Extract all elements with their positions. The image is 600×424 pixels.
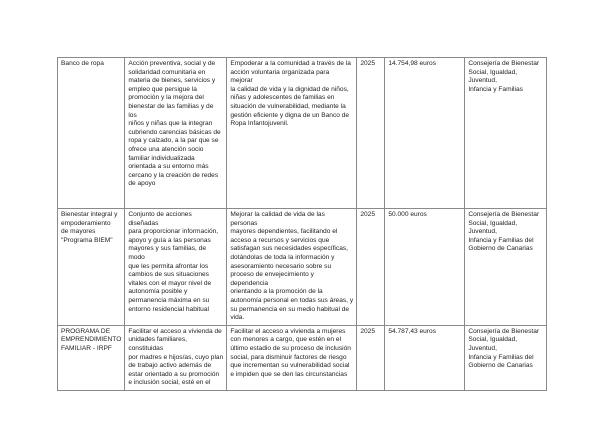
table-row — [58, 58, 547, 209]
program-funder: Consejería de Bienestar Social, Igualdad, Juventud, Infancia y Familias del Gobierno de Canarias — [465, 209, 547, 326]
program-name: PROGRAMA DE EMPRENDIMIENTO FAMILIAR - IRPF — [58, 325, 125, 390]
program-amount: 50.000 euros — [385, 209, 465, 326]
program-year: 2025 — [357, 325, 385, 390]
program-amount: 14.754,98 euros — [385, 58, 465, 209]
table-row — [58, 325, 547, 390]
program-amount: 54.787,43 euros — [385, 325, 465, 390]
program-description: Acción preventiva, social y de solidaridad comunitaria en materia de bienes, servicios y empleo que persigue la promoción y la mejora del bienestar de las familias y de los niños y niñas que la integran cubriendo carencias básicas de ropa y calzado, a la par que se ofrece una atención socio familiar individualizada orientada a su entorno más cercano y la creación de redes de apoyo — [125, 58, 227, 209]
program-description: Conjunto de acciones diseñadas para proporcionar información, apoyo y guía a las personas mayores y sus familias, de modo que les permita afrontar los cambios de sus situaciones vitales con el mayor nivel de autonomía posible y permanencia máxima en su entorno residencial habitual — [125, 209, 227, 326]
program-funder: Consejería de Bienestar Social, Igualdad, Juventud, Infancia y Familias — [465, 58, 547, 209]
programs-table — [57, 57, 547, 391]
program-objective: Empoderar a la comunidad a través de la acción voluntaria organizada para mejorar la calidad de vida y la dignidad de niños, niñas y adolescentes de familias en situación de vulnerabilidad, mediante la gestión eficiente y digna de un Banco de Ropa Infantojuvenil. — [227, 58, 357, 209]
program-year: 2025 — [357, 209, 385, 326]
program-funder: Consejería de Bienestar Social, Igualdad, Juventud, Infancia y Familias del Gobierno de Canarias — [465, 325, 547, 390]
program-name: Banco de ropa — [58, 58, 125, 209]
program-objective: Mejorar la calidad de vida de las personas mayores dependientes, facilitando el acceso a recursos y servicios que satisfagan sus necesidades específicas, dotándolas de toda la información y asesoramiento necesario sobre su proceso de envejecimiento y dependencia orientando a la promoción de la autonomía personal en todas sus áreas, y su permanencia en su medio habitual de vida. — [227, 209, 357, 326]
program-name: Bienestar integral y empoderamiento de mayores "Programa BIEM" — [58, 209, 125, 326]
program-objective: Facilitar el acceso a vivienda a mujeres con menores a cargo, que estén en el último estadio de su proceso de inclusión social, para disminuir factores de riesgo que incrementan su vulnerabilidad social e impiden que se den las circunstancias — [227, 325, 357, 390]
program-description: Facilitar el acceso a vivienda de unidades familiares, constituidas por madres e hijos/as, cuyo plan de trabajo activo además de estar orientado a su promoción e inclusión social, esté en el — [125, 325, 227, 390]
table-row — [58, 209, 547, 326]
program-year: 2025 — [357, 58, 385, 209]
